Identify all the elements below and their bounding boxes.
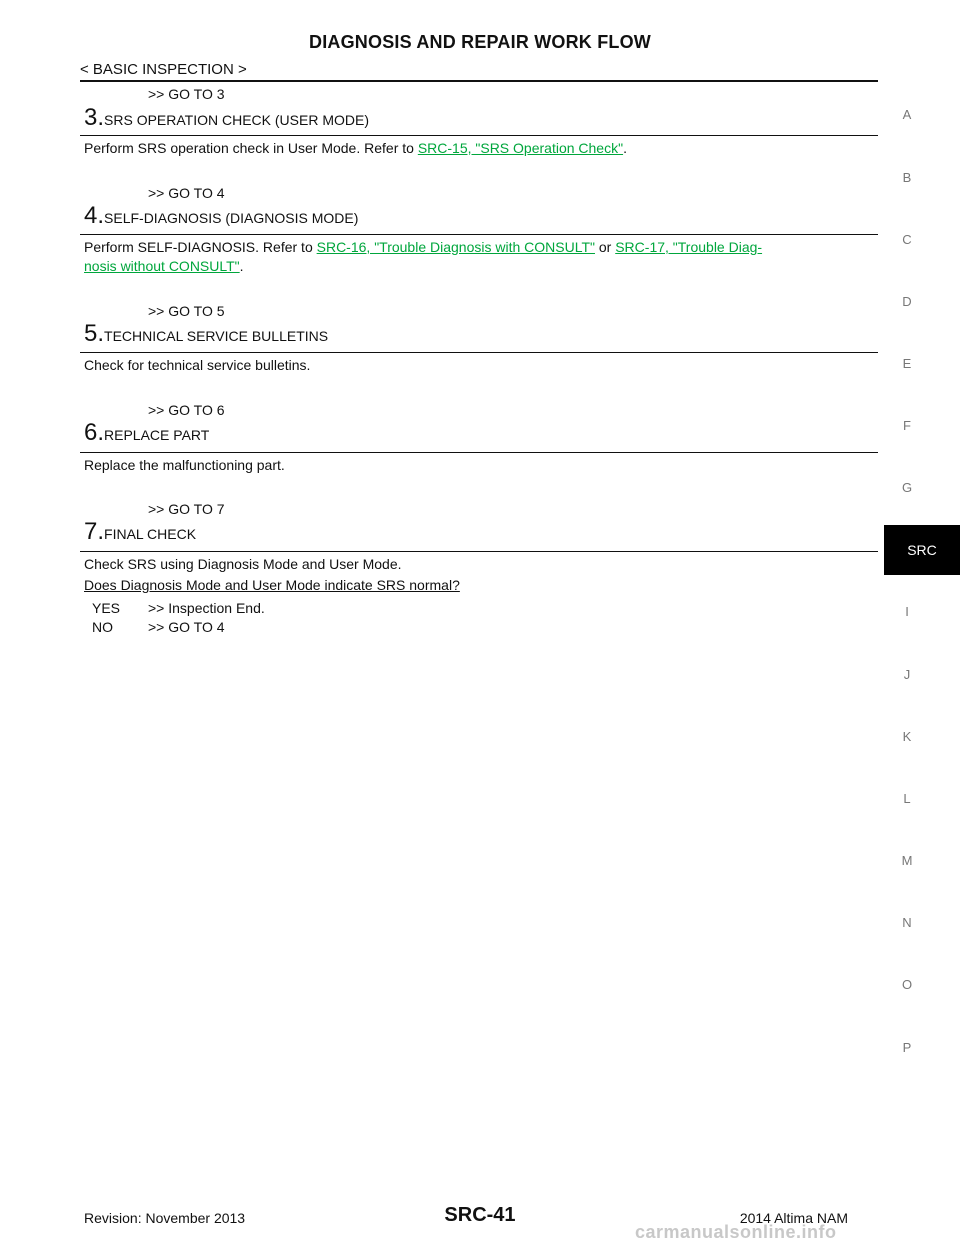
step-7-question: Does Diagnosis Mode and User Mode indicate SRS normal? [84,577,460,593]
step-7-heading [84,518,196,546]
step-number: 5. [84,320,105,347]
side-index-k[interactable]: K [902,729,912,744]
step-number: 4. [84,202,105,229]
answer-no-result: >> GO TO 4 [148,619,225,635]
ref-link-src-16[interactable]: SRC-16, "Trouble Diagnosis with CONSULT" [316,239,595,255]
side-index-i[interactable]: I [905,604,909,619]
watermark: carmanualsonline.info [635,1222,837,1242]
side-index-o[interactable]: O [901,977,913,992]
side-tab-src[interactable]: SRC [884,525,960,575]
step-4-heading [84,202,358,230]
step-4-instruction [84,237,762,257]
header-divider [80,80,878,82]
goto-step-3: >> GO TO 3 [148,86,225,102]
ref-link-src-17-cont[interactable]: nosis without CONSULT" [84,258,240,274]
step-3-heading [84,104,369,132]
step-title: TECHNICAL SERVICE BULLETINS [104,328,329,344]
side-index-m[interactable]: M [901,853,913,868]
instruction-text-or: or [594,239,616,255]
footer-page-code: SRC-41 [444,1204,516,1226]
step-title: SELF-DIAGNOSIS (DIAGNOSIS MODE) [104,210,359,226]
goto-step-5: >> GO TO 5 [148,303,225,319]
step-5-instruction: Check for technical service bulletins. [84,357,311,373]
side-index-p[interactable]: P [902,1040,912,1055]
instruction-text: Perform SRS operation check in User Mode. Refer to [84,140,418,156]
ref-link-src-17[interactable]: SRC-17, "Trouble Diag- [615,239,763,255]
instruction-text: Perform SELF-DIAGNOSIS. Refer to [84,239,317,255]
step-divider [80,135,878,136]
ref-link-src-15[interactable]: SRC-15, "SRS Operation Check" [417,140,624,156]
step-number: 7. [84,518,105,545]
side-index-j[interactable]: J [903,667,911,682]
instruction-text-end: . [239,258,244,274]
side-index-n[interactable]: N [902,915,912,930]
side-index-f[interactable]: F [903,418,911,433]
side-index-l[interactable]: L [903,791,911,806]
step-divider [80,452,878,453]
goto-step-6: >> GO TO 6 [148,402,225,418]
side-index-a[interactable]: A [902,107,912,122]
side-index-c[interactable]: C [902,232,912,247]
step-4-instruction-cont [84,256,244,276]
step-divider [80,551,878,552]
step-title: FINAL CHECK [104,526,197,542]
step-6-heading [84,419,209,447]
section-label: < BASIC INSPECTION > [80,61,247,78]
step-7-instruction: Check SRS using Diagnosis Mode and User Mode. [84,556,402,572]
step-6-instruction: Replace the malfunctioning part. [84,457,285,473]
step-3-instruction [84,138,627,158]
step-divider [80,352,878,353]
answer-yes-label: YES [92,600,121,616]
side-index-d[interactable]: D [902,294,912,309]
answer-no-label: NO [92,619,113,635]
step-divider [80,234,878,235]
step-title: REPLACE PART [104,427,210,443]
page-title: DIAGNOSIS AND REPAIR WORK FLOW [309,32,651,52]
side-index-g[interactable]: G [901,480,913,495]
step-number: 3. [84,104,105,131]
footer-model: 2014 Altima NAM [739,1210,848,1226]
step-title: SRS OPERATION CHECK (USER MODE) [104,112,370,128]
side-index-e[interactable]: E [902,356,912,371]
side-index-b[interactable]: B [902,170,912,185]
footer-revision: Revision: November 2013 [84,1210,246,1226]
goto-step-4: >> GO TO 4 [148,185,225,201]
step-5-heading [84,320,328,348]
step-number: 6. [84,419,105,446]
answer-yes-result: >> Inspection End. [148,600,265,616]
goto-step-7: >> GO TO 7 [148,501,225,517]
instruction-text-end: . [623,140,627,156]
